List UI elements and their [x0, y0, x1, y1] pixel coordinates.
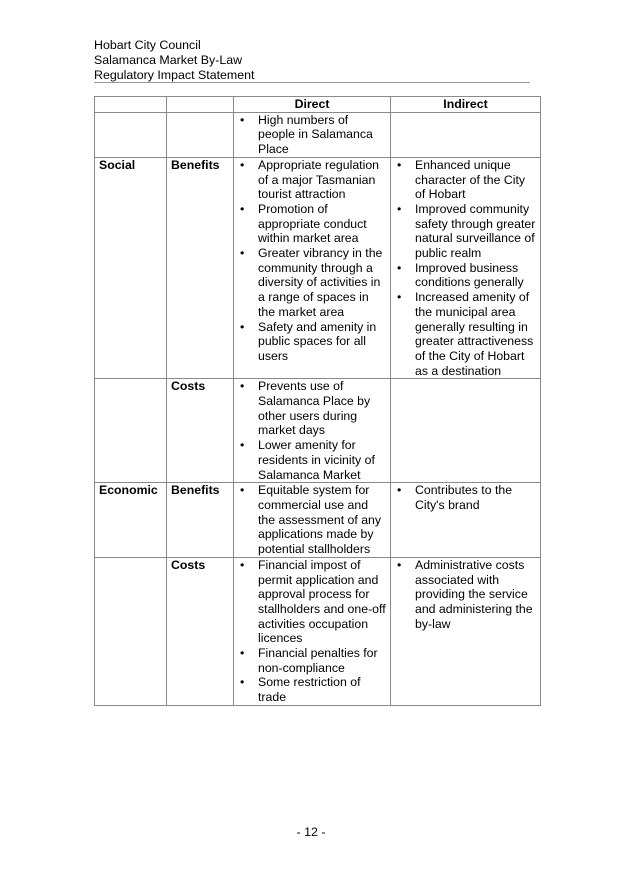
- list-item: • Greater vibrancy in the community through a diversity of activities in a range of spaces in the market area: [238, 246, 390, 320]
- list-item: • Promotion of appropriate conduct within market area: [238, 202, 390, 246]
- table-row: [95, 483, 541, 558]
- header-organisation: Hobart City Council: [94, 38, 201, 52]
- type-cell: Benefits: [167, 157, 234, 379]
- type-cell: Benefits: [167, 483, 234, 558]
- list-item: • Equitable system for commercial use and the assessment of any applications made by potential stallholders: [238, 483, 390, 557]
- direct-cell: [234, 483, 391, 558]
- header-direct-cell: Direct: [234, 97, 391, 113]
- header-indirect-cell: Indirect: [391, 97, 541, 113]
- category-cell: Social: [95, 157, 167, 379]
- type-cell: Costs: [167, 379, 234, 483]
- list-item: • Increased amenity of the municipal area generally resulting in greater attractiveness of the City of Hobart as a destination: [395, 290, 540, 378]
- table-row: [95, 112, 541, 157]
- indirect-cell: [391, 379, 541, 483]
- document-header: [94, 38, 530, 83]
- category-cell: [95, 379, 167, 483]
- category-cell: [95, 112, 167, 157]
- list-item: • Enhanced unique character of the City of Hobart: [395, 158, 540, 202]
- direct-cell: [234, 112, 391, 157]
- page-number: - 12 -: [296, 825, 326, 839]
- table-row: [95, 157, 541, 379]
- list-item: • Administrative costs associated with providing the service and administering the by-law: [395, 558, 540, 632]
- direct-cell: [234, 379, 391, 483]
- type-cell: [167, 112, 234, 157]
- list-item: • Financial impost of permit application and approval process for stallholders and one-off activities occupation licences: [238, 558, 390, 646]
- header-type-cell: [167, 97, 234, 113]
- table-row: [95, 557, 541, 705]
- category-cell: Economic: [95, 483, 167, 558]
- list-item: • Appropriate regulation of a major Tasmanian tourist attraction: [238, 158, 390, 202]
- direct-cell: [234, 557, 391, 705]
- list-item: • Improved community safety through greater natural surveillance of public realm: [395, 202, 540, 261]
- list-item: • Some restriction of trade: [238, 675, 390, 704]
- header-divider: [94, 82, 530, 83]
- list-item: • Safety and amenity in public spaces for all users: [238, 320, 390, 364]
- list-item: • Contributes to the City's brand: [395, 483, 540, 512]
- impact-table: [94, 96, 541, 706]
- direct-cell: [234, 157, 391, 379]
- indirect-cell: [391, 157, 541, 379]
- table-row: [95, 379, 541, 483]
- header-document-title: Salamanca Market By-Law: [94, 53, 243, 67]
- header-category-cell: [95, 97, 167, 113]
- category-cell: [95, 557, 167, 705]
- list-item: • Prevents use of Salamanca Place by other users during market days: [238, 379, 390, 438]
- table-header-row: [95, 97, 541, 113]
- type-cell: Costs: [167, 557, 234, 705]
- indirect-cell: [391, 557, 541, 705]
- indirect-cell: [391, 112, 541, 157]
- header-document-type: Regulatory Impact Statement: [94, 68, 255, 82]
- list-item: • Financial penalties for non-compliance: [238, 646, 390, 675]
- list-item: • Lower amenity for residents in vicinity of Salamanca Market: [238, 438, 390, 482]
- list-item: • Improved business conditions generally: [395, 261, 540, 290]
- indirect-cell: [391, 483, 541, 558]
- list-item: • High numbers of people in Salamanca Place: [238, 113, 390, 157]
